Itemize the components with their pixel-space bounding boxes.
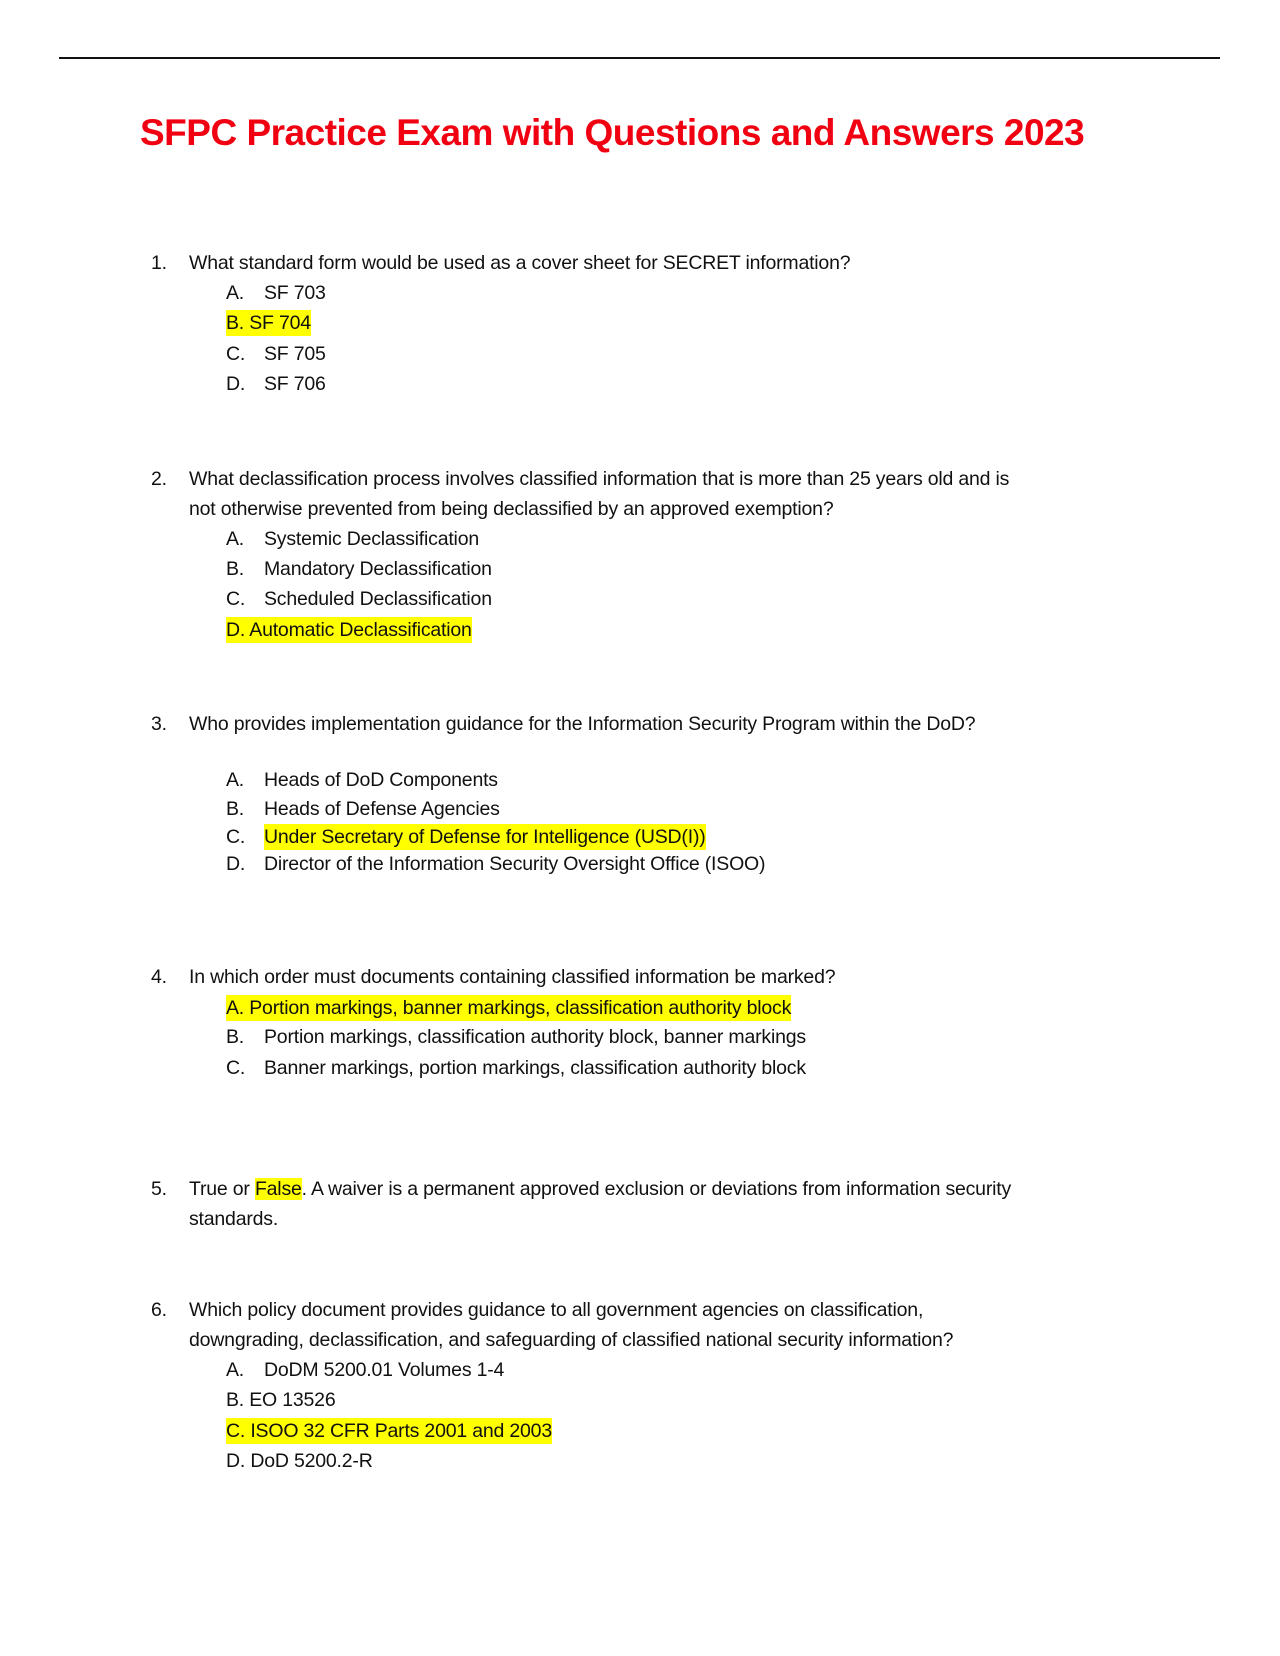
option-label: A. bbox=[226, 282, 245, 304]
correct-answer bbox=[226, 995, 791, 1021]
option bbox=[226, 1448, 373, 1474]
correct-answer: Under Secretary of Defense for Intelligence (USD(I)) bbox=[264, 826, 706, 848]
question-number: 3. bbox=[151, 713, 167, 735]
option bbox=[226, 1387, 335, 1413]
option-text: Director of the Information Security Oversight Office (ISOO) bbox=[264, 853, 766, 875]
correct-answer: False bbox=[254, 1178, 302, 1200]
option-text: SF 703 bbox=[264, 282, 326, 304]
option-label: B. bbox=[226, 312, 245, 334]
correct-answer bbox=[226, 310, 311, 336]
option-label: D. bbox=[226, 373, 246, 395]
question-number: 2. bbox=[151, 468, 167, 490]
option-text: SF 706 bbox=[264, 373, 326, 395]
option-text: SF 704 bbox=[249, 312, 311, 334]
option-text: ISOO 32 CFR Parts 2001 and 2003 bbox=[250, 1420, 552, 1442]
option-text: Automatic Declassification bbox=[249, 619, 472, 641]
question-number: 5. bbox=[151, 1178, 167, 1200]
option-label: A. bbox=[226, 528, 245, 550]
question-text: downgrading, declassification, and safeguarding of classified national security information? bbox=[189, 1329, 954, 1351]
question-text: Who provides implementation guidance for the Information Security Program within the DoD? bbox=[189, 713, 976, 735]
option-text: Systemic Declassification bbox=[264, 528, 479, 550]
correct-answer bbox=[226, 617, 472, 643]
question-prefix: True or bbox=[189, 1178, 255, 1200]
question-text: Which policy document provides guidance to all government agencies on classification, bbox=[189, 1299, 924, 1321]
option-text: Portion markings, classification authority block, banner markings bbox=[264, 1026, 806, 1048]
option-label: C. bbox=[226, 1057, 246, 1079]
option-text: Scheduled Declassification bbox=[264, 588, 492, 610]
option-text: DoD 5200.2-R bbox=[250, 1450, 373, 1472]
option-text: EO 13526 bbox=[249, 1389, 336, 1411]
header-rule bbox=[59, 57, 1220, 59]
question-text: What standard form would be used as a cover sheet for SECRET information? bbox=[189, 252, 851, 274]
option-text: Heads of Defense Agencies bbox=[264, 798, 500, 820]
option-text: Mandatory Declassification bbox=[264, 558, 492, 580]
question-text: What declassification process involves classified information that is more than 25 years old and is bbox=[189, 468, 1010, 490]
option-label: D. bbox=[226, 853, 246, 875]
option-label: D. bbox=[226, 1450, 246, 1472]
option-label: B. bbox=[226, 1026, 245, 1048]
question-number: 6. bbox=[151, 1299, 167, 1321]
question-text bbox=[189, 1176, 1011, 1202]
option-text: SF 705 bbox=[264, 343, 326, 365]
page-title: SFPC Practice Exam with Questions and Answers 2023 bbox=[140, 112, 1085, 153]
option-label: C. bbox=[226, 1420, 246, 1442]
option-label: A. bbox=[226, 997, 245, 1019]
correct-answer bbox=[226, 1418, 552, 1444]
option-label: D. bbox=[226, 619, 246, 641]
option-label: C. bbox=[226, 588, 246, 610]
option-text: DoDM 5200.01 Volumes 1-4 bbox=[264, 1359, 505, 1381]
option-text: Portion markings, banner markings, classification authority block bbox=[249, 997, 792, 1019]
question-text: standards. bbox=[189, 1208, 279, 1230]
option-label: A. bbox=[226, 769, 245, 791]
option-label: B. bbox=[226, 558, 245, 580]
option-text: Heads of DoD Components bbox=[264, 769, 498, 791]
option-label: C. bbox=[226, 343, 246, 365]
option-label: C. bbox=[226, 826, 246, 848]
option-label: B. bbox=[226, 798, 245, 820]
question-suffix: . A waiver is a permanent approved exclusion or deviations from information security bbox=[301, 1178, 1012, 1200]
question-text: In which order must documents containing classified information be marked? bbox=[189, 966, 836, 988]
question-number: 4. bbox=[151, 966, 167, 988]
question-text: not otherwise prevented from being declassified by an approved exemption? bbox=[189, 498, 834, 520]
option-label: A. bbox=[226, 1359, 245, 1381]
option-text: Banner markings, portion markings, classification authority block bbox=[264, 1057, 806, 1079]
option-label: B. bbox=[226, 1389, 245, 1411]
question-number: 1. bbox=[151, 252, 167, 274]
